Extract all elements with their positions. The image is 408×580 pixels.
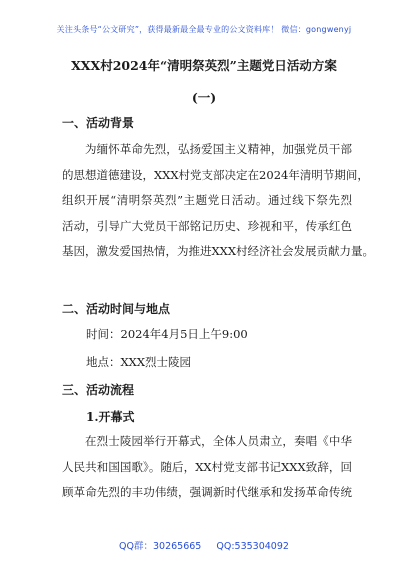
subsection-opening: 1.开幕式 (86, 410, 135, 424)
paragraph-line: 的思想道德建设，XXX村党支部决定在2024年清明节期间， (62, 167, 369, 182)
qq-text: QQ:535304092 (216, 541, 289, 552)
paragraph-line: 组织开展“清明祭英烈”主题党日活动。通过线下祭先烈 (62, 193, 352, 207)
section-heading-background: 一、活动背景 (62, 116, 135, 130)
activity-time: 时间：2024年4月5日上午9:00 (86, 327, 248, 341)
contact-footer (0, 538, 408, 552)
paragraph-line: 在烈士陵园举行开幕式，全体人员肃立，奏唱《中华 (85, 434, 352, 448)
paragraph-line: 基因，激发爱国热情，为推进XXX村经济社会发展贡献力量。 (62, 244, 375, 258)
qq-group-text: QQ群：30265665 (119, 541, 202, 552)
paragraph-line: 为缅怀革命先烈，弘扬爱国主义精神，加强党员干部 (85, 142, 352, 156)
promo-banner: 关注头条号“公文研究”，获得最新最全最专业的公文资料库！ 微信：gongwenyj (56, 25, 352, 34)
document-number: (一) (191, 90, 217, 105)
paragraph-line: 顾革命先烈的丰功伟绩，强调新时代继承和发扬革命传统 (62, 485, 352, 499)
paragraph-line: 人民共和国国歌》。随后，XX村党支部书记XXX致辞，回 (62, 459, 352, 474)
document-title: XXX村2024年“清明祭英烈”主题党日活动方案 (71, 58, 337, 73)
background-paragraph (62, 137, 375, 265)
activity-place: 地点：XXX烈士陵园 (86, 355, 192, 369)
paragraph-line: 活动，引导广大党员干部铭记历史、珍视和平，传承红色 (62, 218, 352, 233)
section-heading-time-place: 二、活动时间与地点 (62, 302, 171, 316)
section-heading-process: 三、活动流程 (62, 383, 135, 397)
opening-paragraph (62, 429, 352, 506)
